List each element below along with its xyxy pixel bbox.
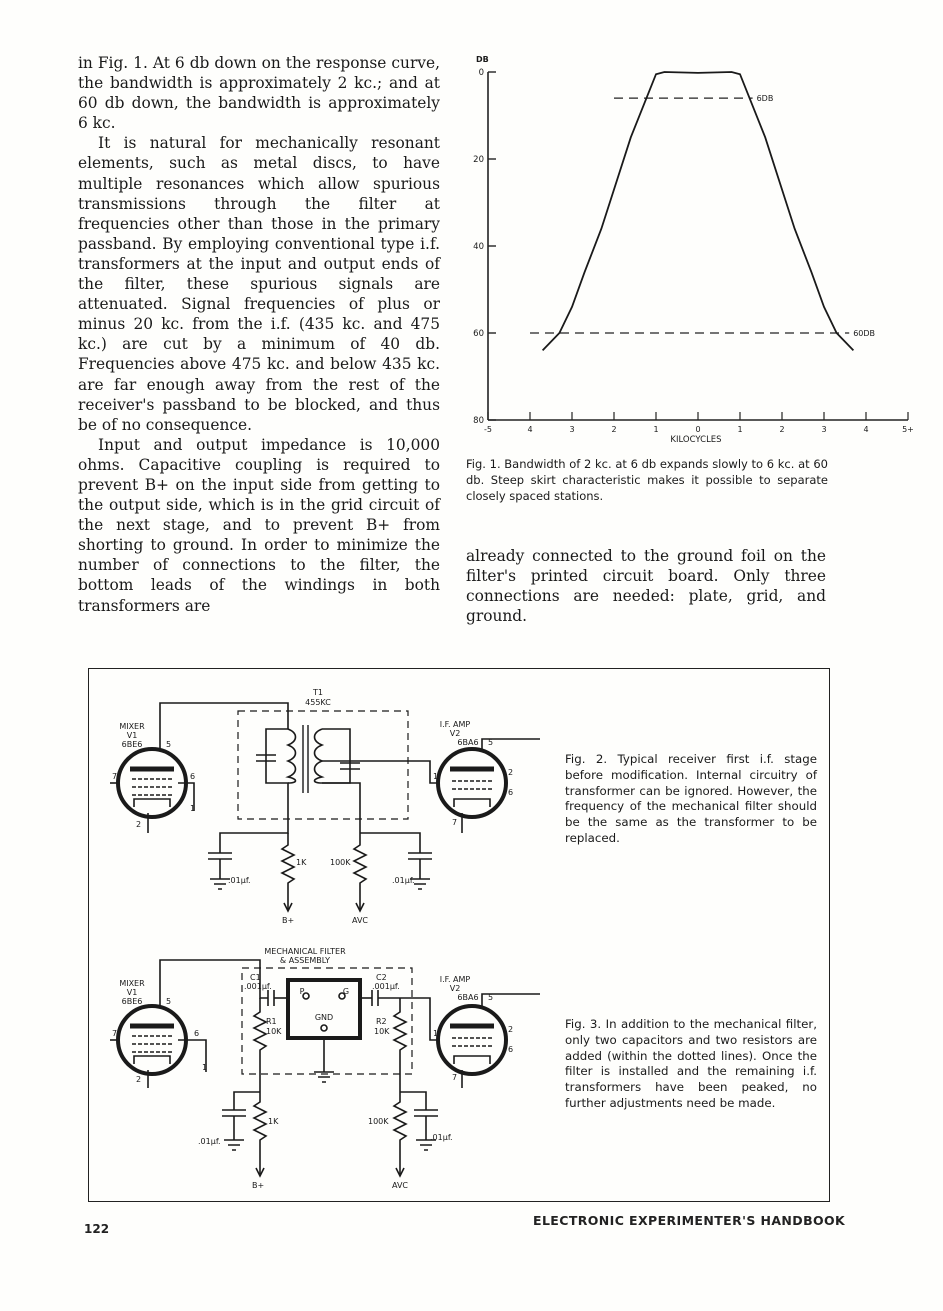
mixer-tube-envelope <box>118 749 186 817</box>
t1-to-if-grid <box>322 761 440 783</box>
if-v-label: V2 <box>449 729 461 738</box>
if-amp-tube-envelope <box>438 749 506 817</box>
body-paragraph: It is natural for mechanically resonant elements, such as metal discs, to have multiple resonances which allow spurious transmissions through the filter at frequencies other than those in the primary passband. By employing conventional type i.f. transformers at the input and output ends of the filter, these spurious signals are attenuated. Signal frequencies of plus or minus 20 kc. from the i.f. (435 kc. and 475 kc.) are cut by a minimum of 40 db. Frequencies above 475 kc. and below 435 kc. are far enough away from the rest of the receiver's passband to be blocked, and thus be of no consequence. <box>78 134 440 434</box>
pin-label: 2 <box>136 820 142 829</box>
mixer-v-label: V1 <box>126 731 138 740</box>
c1-label: C1 <box>250 973 261 982</box>
c1-value: .001µf. <box>244 982 272 991</box>
c-left-ground <box>210 859 230 889</box>
y-tick-label: 60 <box>473 329 484 339</box>
mixer-tube-label: 6BE6 <box>121 740 143 749</box>
t1-frequency: 455KC <box>305 698 331 707</box>
t1-name: T1 <box>313 688 323 697</box>
y-axis-label: DB <box>476 55 489 64</box>
resistor-label: 1K <box>296 858 307 867</box>
c2-label: C2 <box>376 973 387 982</box>
response-curve-series <box>543 72 854 350</box>
r2-resistor <box>394 998 406 1092</box>
filter-g-label: G <box>342 987 350 996</box>
x-ticks <box>484 412 914 434</box>
pin-label: 1 <box>202 1063 208 1072</box>
if-amp-label: I.F. AMP <box>439 720 471 729</box>
left-text-column <box>78 53 440 616</box>
t1-secondary-wiring <box>322 729 350 783</box>
x-tick-label: -5 <box>484 425 492 434</box>
b-plus-label: B+ <box>252 1181 265 1190</box>
fig1-response-chart <box>468 52 914 450</box>
pin-label: 7 <box>452 1073 458 1082</box>
fig2-schematic <box>110 683 570 923</box>
x-tick-label: 2 <box>611 425 617 434</box>
x-tick-label: 0 <box>695 425 701 434</box>
capacitor-label: .01µf. <box>392 876 415 885</box>
capacitor-label: .01µf. <box>430 1133 453 1142</box>
x-tick-label: 1 <box>653 425 659 434</box>
resistor-label: 100K <box>330 858 351 867</box>
x-tick-label: 2 <box>779 425 785 434</box>
pin-label: 6 <box>190 772 196 781</box>
pin-label: 2 <box>136 1075 142 1084</box>
fig3-schematic <box>110 942 570 1192</box>
mixer-tube-label: 6BE6 <box>121 997 143 1006</box>
r-1k-resistor <box>254 1092 266 1174</box>
x-axis-label: KILOCYCLES <box>670 435 722 445</box>
r-100k-resistor <box>394 1092 406 1174</box>
footer-publication-title: ELECTRONIC EXPERIMENTER'S HANDBOOK <box>533 1213 846 1228</box>
avc-label: AVC <box>392 1181 409 1190</box>
mixer-cathode <box>134 1056 170 1064</box>
b-plus-label: B+ <box>282 916 295 925</box>
if-tube-label: 6BA6 <box>457 993 479 1002</box>
fig3-caption: Fig. 3. In addition to the mechanical filter, only two capacitors and two resistors are added (within the dotted lines). Once the filter is installed and the remaining i.f. transformers have been peaked, no further adjustments need be made. <box>565 1017 817 1110</box>
if-tube-label: 6BA6 <box>457 738 479 747</box>
x-tick-label: 3 <box>821 425 827 434</box>
avc-wire <box>400 1092 426 1110</box>
pin-label: 2 <box>508 768 514 777</box>
x-tick-label: 3 <box>569 425 575 434</box>
pin-label: 6 <box>508 1045 514 1054</box>
pin-label: 5 <box>488 738 494 747</box>
t1-primary-wiring <box>266 719 288 809</box>
assembly-label: MECHANICAL FILTER <box>264 947 346 956</box>
x-tick-label: 4 <box>863 425 869 434</box>
filter-gnd-terminal <box>321 1025 327 1031</box>
r-100k-resistor <box>354 833 366 909</box>
c-left-ground <box>224 1116 244 1150</box>
pin-label: 7 <box>452 818 458 827</box>
filter-gnd-label: GND <box>314 1013 334 1022</box>
r1-value: 10K <box>266 1027 282 1036</box>
t1-secondary-coil <box>315 729 323 783</box>
pin-label: 5 <box>488 993 494 1002</box>
assembly-label: & ASSEMBLY <box>279 956 331 965</box>
pin-label: 7 <box>112 1029 118 1038</box>
right-text-column <box>466 546 826 626</box>
y-ticks <box>473 68 496 426</box>
t1-primary-coil <box>288 729 296 783</box>
resistor-label: 1K <box>268 1117 279 1126</box>
capacitor-label: .01µf. <box>198 1137 221 1146</box>
resistor-label: 100K <box>368 1117 389 1126</box>
x-tick-label: 1 <box>737 425 743 434</box>
mixer-plate-lead <box>160 703 288 749</box>
reference-line-label: 60DB <box>853 329 876 338</box>
pin-label: 1 <box>190 804 196 813</box>
reference-line-label: 6DB <box>756 94 774 104</box>
x-tick-label: 4 <box>527 425 533 434</box>
mixer-label: MIXER <box>119 979 145 988</box>
r1-label: R1 <box>266 1017 277 1026</box>
avc-wire <box>360 833 420 853</box>
pin-label: 5 <box>166 740 172 749</box>
t1-secondary-bottom <box>322 783 360 833</box>
r1-resistor <box>254 998 266 1092</box>
b-plus-wire <box>220 809 288 853</box>
if-amp-tube-envelope <box>438 1006 506 1074</box>
r2-value: 10K <box>374 1027 390 1036</box>
mixer-v-label: V1 <box>126 988 138 997</box>
pin-label: 1 <box>433 1029 439 1038</box>
r-1k-resistor <box>282 833 294 909</box>
body-paragraph: Input and output impedance is 10,000 ohms. Capacitive coupling is required to prevent B+ on the input side from getting to the output side, which is in the grid circuit of the next stage, and to prevent B+ from shorting to ground. In order to minimize the number of connections to the filter, the bottom leads of the windings in both transformers are <box>78 435 440 615</box>
pin-label: 1 <box>433 772 439 781</box>
t1-can-outline <box>238 711 408 819</box>
y-tick-label: 0 <box>478 68 484 78</box>
pin-label: 5 <box>166 997 172 1006</box>
x-tick-label: 5+ <box>902 425 914 434</box>
filter-p-label: P <box>299 987 305 996</box>
mixer-cathode <box>134 799 170 807</box>
mixer-label: MIXER <box>119 722 145 731</box>
c2-value: .001µf. <box>372 982 400 991</box>
y-tick-label: 40 <box>473 242 484 252</box>
filter-ground <box>314 1038 334 1082</box>
y-tick-label: 20 <box>473 155 484 165</box>
if-amp-label: I.F. AMP <box>439 975 471 984</box>
body-paragraph: in Fig. 1. At 6 db down on the response curve, the bandwidth is approximately 2 kc.; and at 60 db down, the bandwidth is approximately 6 kc. <box>78 54 440 133</box>
pin-label: 6 <box>508 788 514 797</box>
pin-label: 6 <box>194 1029 200 1038</box>
reference-lines <box>530 94 875 338</box>
if-v-label: V2 <box>449 984 461 993</box>
capacitor-label: .01µf. <box>228 876 251 885</box>
fig1-caption: Fig. 1. Bandwidth of 2 kc. at 6 db expands slowly to 6 kc. at 60 db. Steep skirt characteristic makes it possible to separate closely spaced stations. <box>466 457 828 503</box>
if-cathode <box>454 799 490 807</box>
fig2-caption: Fig. 2. Typical receiver first i.f. stage before modification. Internal circuitry of transformer can be ignored. However, the frequency of the mechanical filter should be the same as the transformer to be replaced. <box>565 752 817 845</box>
mixer-tube-envelope <box>118 1006 186 1074</box>
chart-axes <box>488 72 908 420</box>
page-number: 122 <box>84 1222 110 1236</box>
body-paragraph: already connected to the ground foil on the filter's printed circuit board. Only three connections are needed: plate, grid, and ground. <box>466 547 826 626</box>
if-cathode <box>454 1056 490 1064</box>
r2-label: R2 <box>376 1017 387 1026</box>
pin-label: 2 <box>508 1025 514 1034</box>
avc-label: AVC <box>352 916 369 925</box>
pin-label: 7 <box>112 772 118 781</box>
y-tick-label: 80 <box>473 416 484 426</box>
